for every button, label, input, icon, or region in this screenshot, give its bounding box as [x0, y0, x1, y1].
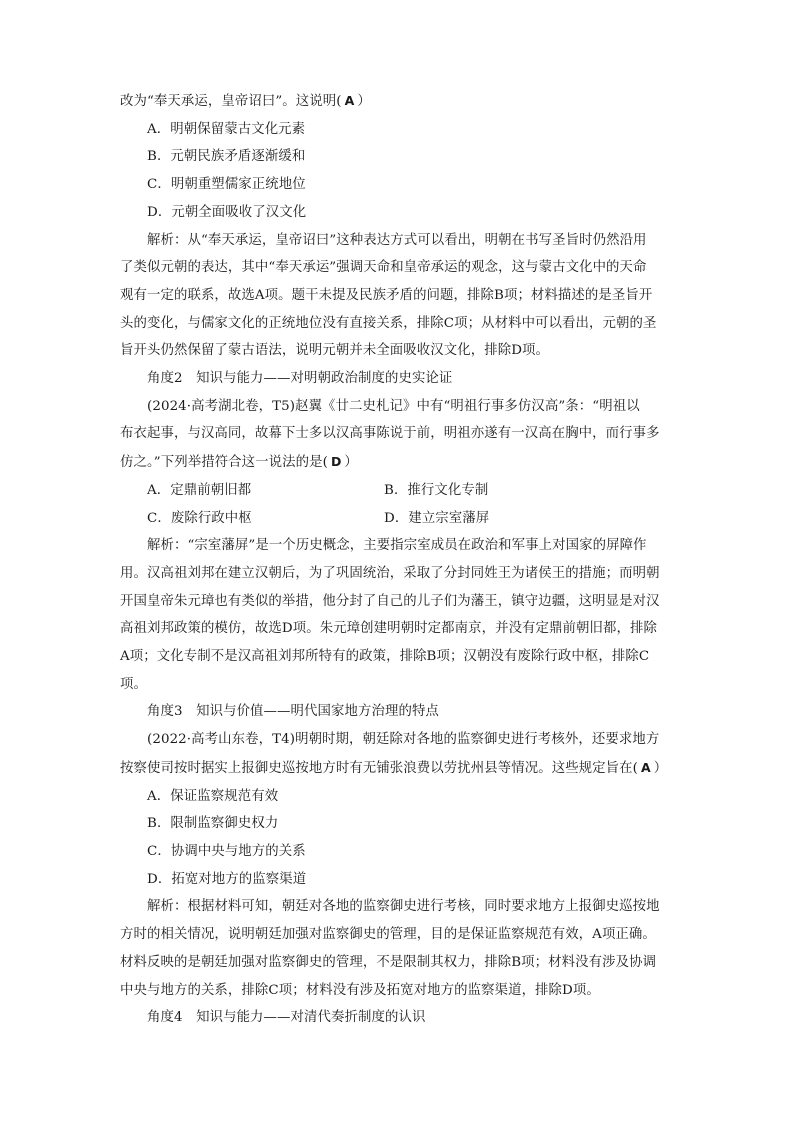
question-3-option-b: B．限制监察御史权力: [147, 816, 279, 832]
question-2-options-row-2: [120, 505, 678, 533]
question-2-stem-line: 布衣起事，与汉高同，故幕下士多以汉高事陈说于前，明祖亦遂有一汉高在胸中，而行事多: [120, 426, 660, 442]
question-2-analysis-line: 用。汉高祖刘邦在建立汉朝后，为了巩固统治，采取了分封同姓王为诸侯王的措施；而明朝: [120, 565, 660, 581]
question-3-option-a: A．保证监察规范有效: [147, 788, 279, 804]
question-1-option-b: B．元朝民族矛盾逐渐缓和: [147, 149, 306, 165]
question-3-option-d: D．拓宽对地方的监察渠道: [147, 871, 307, 887]
question-1-stem-text: 改为“奉天承运，皇帝诏曰”。这说明(: [120, 94, 342, 109]
question-3-analysis-line: 解析：根据材料可知，朝廷对各地的监察御史进行考核，同时要求地方上报御史巡按地: [147, 899, 660, 915]
question-2-option-d: D．建立宗室藩屏: [384, 510, 490, 526]
question-1-option-a: A．明朝保留蒙古文化元素: [147, 121, 306, 137]
question-2-stem-text: 仿之。”下列举措符合这一说法的是(: [120, 455, 328, 471]
question-2-options-row-1: [120, 477, 678, 505]
question-2-analysis-line: 项。: [120, 676, 147, 692]
question-3-option-c: C．协调中央与地方的关系: [147, 843, 306, 859]
question-3-stem-line: (2022·高考山东卷，T4)明朝时期，朝廷除对各地的监察御史进行考核外，还要求地方: [147, 732, 660, 748]
document-body: [120, 87, 678, 1032]
angle-4-heading: 角度4 知识与能力——对清代奏折制度的认识: [147, 1010, 426, 1026]
question-2-option-c: C．废除行政中枢: [147, 510, 252, 526]
question-1-analysis-line: 头的变化，与儒家文化的正统地位没有直接关系，排除C项；从材料中可以看出，元朝的圣: [120, 315, 657, 331]
question-1-analysis-line: 旨开头仍然保留了蒙古语法，说明元朝并未全面吸收汉文化，排除D项。: [120, 343, 550, 359]
question-1-option-c: C．明朝重塑儒家正统地位: [147, 177, 306, 193]
question-3-stem-close: ）: [653, 760, 668, 776]
question-3-answer: A: [640, 759, 651, 775]
question-1-option-d: D．元朝全面吸收了汉文化: [147, 204, 307, 220]
question-3-analysis-line: 中央与地方的关系，排除C项；材料没有涉及拓宽对地方的监察渠道，排除D项。: [120, 982, 600, 998]
question-1-analysis-line: 解析：从“奉天承运，皇帝诏曰”这种表达方式可以看出，明朝在书写圣旨时仍然沿用: [147, 232, 647, 248]
question-1-analysis-line: 了类似元朝的表达，其中“奉天承运”强调天命和皇帝承运的观念，这与蒙古文化中的天命: [120, 260, 647, 276]
question-1-answer: A: [344, 93, 355, 108]
question-3-analysis-line: 材料反映的是朝廷加强对监察御史的管理，不是限制其权力，排除B项；材料没有涉及协调: [120, 954, 657, 970]
question-3-analysis-line: 方时的相关情况，说明朝廷加强对监察御史的管理，目的是保证监察规范有效，A项正确。: [120, 927, 656, 943]
angle-3-heading: 角度3 知识与价值——明代国家地方治理的特点: [147, 704, 439, 720]
question-2-stem-last: [120, 448, 678, 477]
question-1-stem: [120, 87, 678, 116]
question-1-stem-close: ）: [357, 94, 371, 109]
angle-2-heading: 角度2 知识与能力——对明朝政治制度的史实论证: [147, 371, 453, 387]
question-3-stem-text: 按察使司按时据实上报御史巡按地方时有无铺张浪费以劳扰州县等情况。这些规定旨在(: [120, 760, 638, 776]
question-2-analysis-line: 开国皇帝朱元璋也有类似的举措，他分封了自己的儿子们为藩王，镇守边疆，这明显是对汉: [120, 593, 660, 609]
question-2-stem-line: (2024·高考湖北卷，T5)赵翼《廿二史札记》中有“明祖行事多仿汉高”条：“明祖以: [147, 398, 640, 414]
question-2-stem-close: ）: [344, 455, 358, 471]
question-2-analysis-line: 高祖刘邦政策的模仿，故选D项。朱元璋创建明朝时定都南京，并没有定鼎前朝旧都，排除: [120, 621, 657, 637]
question-3-stem-last: [120, 754, 678, 783]
question-2-option-a: A．定鼎前朝旧都: [147, 482, 252, 498]
question-1-analysis-line: 观有一定的联系，故选A项。题干未提及民族矛盾的问题，排除B项；材料描述的是圣旨开: [120, 287, 653, 303]
question-2-analysis-line: 解析：“宗室藩屏”是一个历史概念，主要指宗室成员在政治和军事上对国家的屏障作: [147, 538, 647, 554]
question-2-answer: D: [330, 454, 342, 470]
question-2-analysis-line: A项；文化专制不是汉高祖刘邦所特有的政策，排除B项；汉朝没有废除行政中枢，排除C: [120, 649, 650, 665]
question-2-option-b: B．推行文化专制: [384, 482, 489, 498]
